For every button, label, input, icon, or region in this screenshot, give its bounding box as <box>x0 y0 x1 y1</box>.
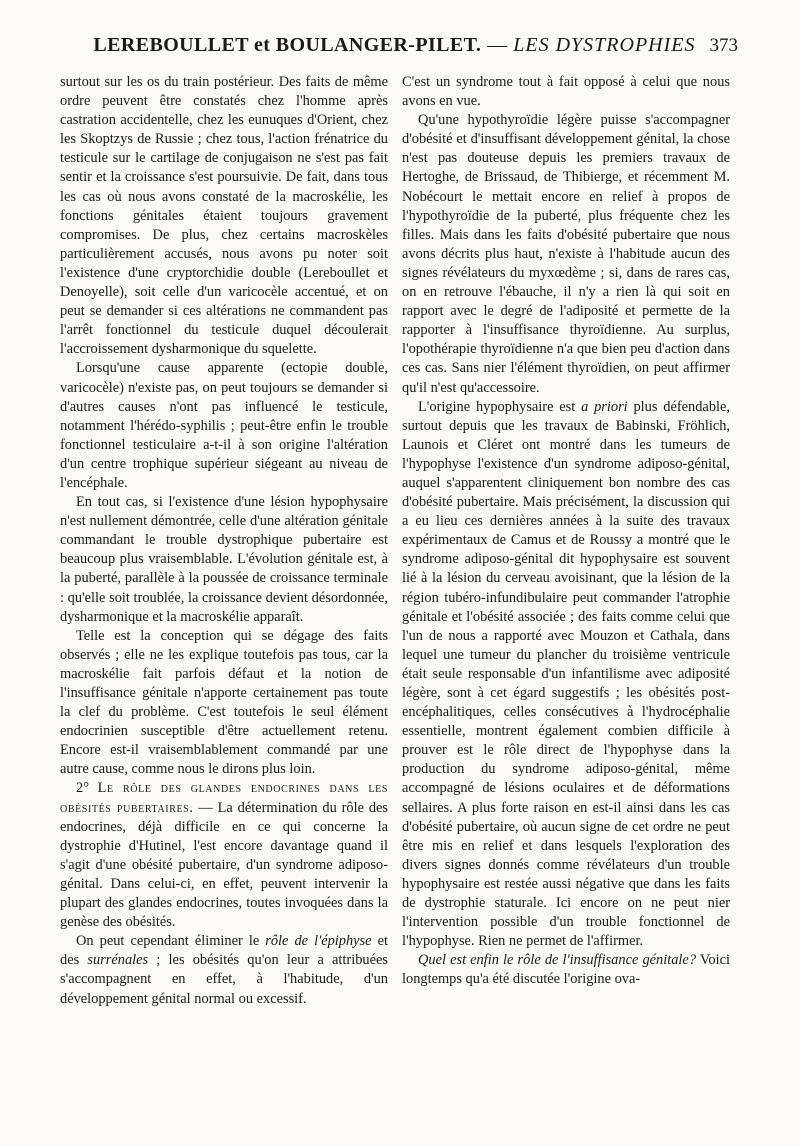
page-number: 373 <box>709 35 738 56</box>
paragraph: Lorsqu'une cause apparente (ectopie double, varicocèle) n'existe pas, on peut toujours se demander si d'autres causes n'ont pas influencé le testicule, notamment l'hérédo-syphilis ; peut-être enfin le trouble fonctionnel testiculaire a-t-il à son origine l'altération d'un centre trophique supérieur siégeant au niveau de l'encéphale. <box>60 360 388 491</box>
paragraph <box>402 951 730 989</box>
paragraph <box>402 398 730 952</box>
text-run: plus défendable, surtout depuis que les travaux de Babinski, Fröhlich, Launois et Cléret ont montré dans les tumeurs de l'hypophyse l'existence d'un syndrome adiposo-génital, auquel s'apparentent cliniquement bon nombre des cas d'obésité pubertaire. Mais précisément, la discussion qui a eu lieu ces dernières années à la suite des travaux expérimentaux de Camus et de Roussy a montré que le syndrome adiposo-génital dit hypophysaire est souvent lié à la lésion du cerveau avoisinant, que la lésion de la région tubéro-infundibulaire peut commander l'atrophie génitale et l'obésité associée ; des faits comme celui que l'un de nous a rapporté avec Mouzon et Cathala, dans lequel une tumeur du plancher du troisième ventricule était seule responsable d'un infantilisme avec adiposité légère, sont à cet égard suggestifs ; les obésités post-encéphalitiques, celles consécutives à l'hydrocéphalie essentielle, montrent également combien difficile à prouver est le rôle direct de l'hypophyse dans la production du syndrome adiposo-génital, même accompagné de lésions oculaires et de déformations sellaires. A plus forte raison en est-il ainsi dans les cas d'obésité pubertaire, où aucun signe de cet ordre ne peut être mis en relief et dans lesquels l'exploration des divers signes donnés comme révélateurs d'un trouble hypophysaire est restée aussi négative que dans les faits de dystrophie staturale. Ici encore on ne peut nier l'intervention possible d'un trouble fonctionnel de l'hypophyse. Rien ne permet de l'affirmer. <box>402 398 730 950</box>
paragraph: En tout cas, si l'existence d'une lésion hypophysaire n'est nullement démontrée, celle d'une altération génitale commandant le trouble dystrophique pubertaire est beaucoup plus vraisemblable. L'évolution génitale est, à la puberté, parallèle à la poussée de croissance terminale : qu'elle soit troublée, la croissance devient désordonnée, dysharmonique et la macroskélie apparaît. <box>60 494 388 625</box>
right-column <box>402 73 730 990</box>
paragraph: surtout sur les os du train postérieur. Des faits de même ordre peuvent être constatés chez l'homme après castration accidentelle, chez les eunuques d'Orient, chez les Skoptzys de Russie ; chez tous, l'action frénatrice du testicule sur le cartilage de conjugaison ne s'est pas fait sentir et la croissance s'est poursuivie. De fait, dans tous les cas où nous avons constaté de la macroskélie, les fonctions génitales étaient toujours gravement compromises. De plus, chez certains macroskèles particulièrement accusés, nous avons pu noter soit l'existence d'une cryptorchidie double (Lereboullet et Denoyelle), soit celle d'un varicocèle accentué, et on peut se demander si ces altérations ne commandent pas l'arrêt fonctionnel du testicule duquel découlerait l'accroissement dysharmonique du squelette. <box>60 74 388 358</box>
running-head-dash: — <box>487 34 508 56</box>
running-head-authors: LEREBOULLET et BOULANGER-PILET. <box>93 34 482 56</box>
section-number: 2° <box>76 780 89 797</box>
text-run: On peut cependant éliminer le <box>76 933 260 950</box>
italic-term-epiphyse: rôle de l'épiphyse <box>265 933 372 950</box>
italic-question: Quel est enfin le rôle de l'insuffisance génitale? <box>418 952 697 969</box>
text-run: Voici longtemps qu'a été discutée l'origine ova- <box>402 952 730 988</box>
text-run: ; les obésités qu'on leur a attribuées s'accompagnent en effet, à l'habitude, d'un développement génital normal ou excessif. <box>60 952 388 1007</box>
left-column <box>60 73 388 1009</box>
paragraph: Telle est la conception qui se dégage des faits observés ; elle ne les explique toutefois pas tous, car la macroskélie fait parfois défaut et la notion de l'insuffisance génitale n'apporte certainement pas toute la clef du problème. C'est toutefois le seul élément endocrinien susceptible d'être actuellement retenu. Encore est-il vraisemblablement commandé par une autre cause, comme nous le dirons plus loin. <box>60 627 388 778</box>
text-run: et des <box>60 933 388 969</box>
italic-term-surrenales: surrénales <box>87 952 149 969</box>
running-head-title: LES DYSTROPHIES <box>513 34 696 56</box>
running-header <box>58 34 738 68</box>
section-paragraph <box>60 779 388 932</box>
section-heading: Le rôle des glandes endocrines dans les obésités pubertaires. <box>60 780 388 816</box>
section-dash: — <box>198 799 213 816</box>
paragraph: Qu'une hypothyroïdie légère puisse s'accompagner d'obésité et d'insuffisant développement génital, la chose n'est pas douteuse depuis les premiers travaux de Hertoghe, de Brissaud, de Thibierge, et récemment M. Nobécourt le mettait encore en relief à propos de l'hypothyroïdie de la puberté, plus fréquente chez les filles. Mais dans les faits d'obésité pubertaire que nous avons décrits plus haut, n'existe à l'habitude aucun des signes révélateurs du myxœdème ; si, dans de rares cas, on en retrouve l'ébauche, il n'y a rien là qui soit en rapport avec le degré de l'adiposité et permette de la rapporter à l'insuffisance thyroïdienne. Au surplus, l'opothérapie thyroïdienne n'a que bien peu d'action dans ces cas. Sans nier l'élément thyroïdien, on peut affirmer qu'il n'est qu'accessoire. <box>402 112 730 396</box>
paragraph: C'est un syndrome tout à fait opposé à celui que nous avons en vue. <box>402 74 730 110</box>
italic-term-a-priori: a priori <box>581 398 628 415</box>
paragraph <box>60 932 388 1008</box>
section-body: La détermination du rôle des endocrines, déjà difficile en ce qui concerne la dystrophie d'Hutinel, l'est encore davantage quand il s'agit d'une obésité pubertaire, d'un syndrome adiposo-génital. Dans celui-ci, en effet, peuvent intervenir la plupart des glandes endocrines, toutes invoquées dans la genèse des obésités. <box>60 799 389 931</box>
text-run: L'origine hypophysaire est <box>418 398 576 415</box>
